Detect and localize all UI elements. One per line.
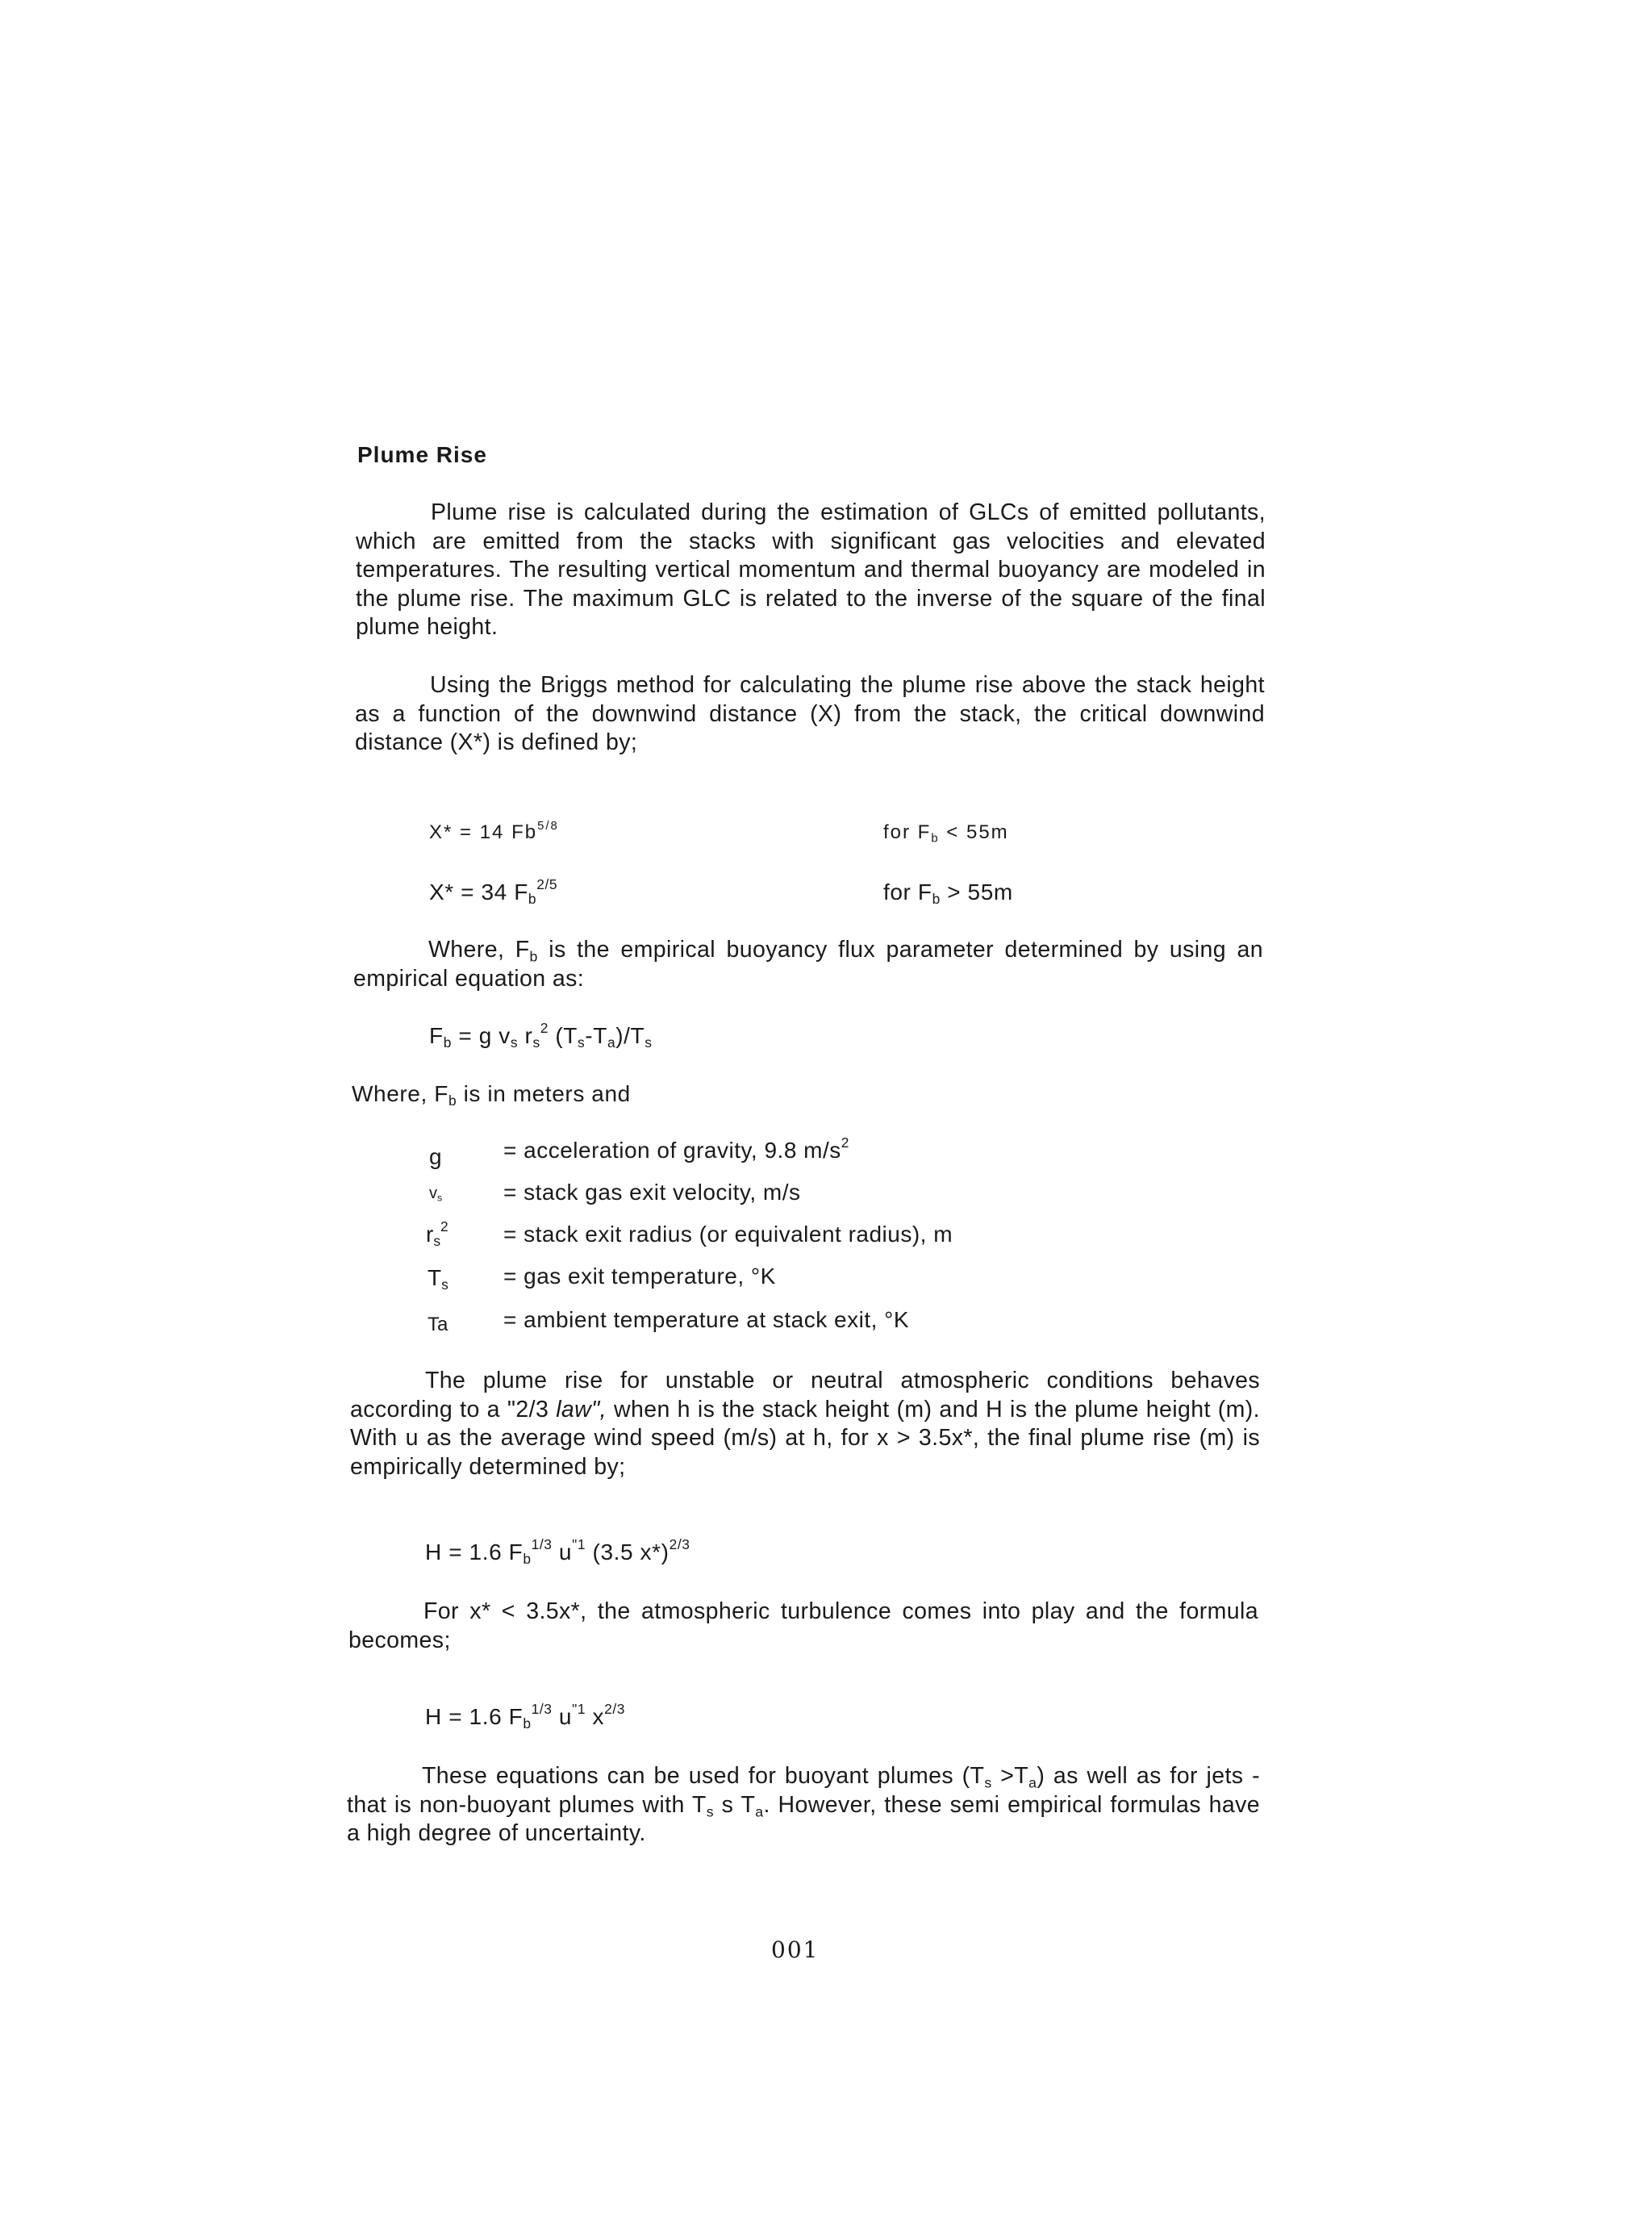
- page-number: 001: [771, 1936, 820, 1963]
- equation-critical-distance-high: X* = 34 $F_b^{2/5}$: [429, 875, 558, 908]
- definition-text-vs: = stack gas exit velocity, m/s: [503, 1180, 801, 1205]
- definition-text-ta: = ambient temperature at stack exit, °K: [503, 1307, 910, 1332]
- section-heading: Plume Rise: [357, 442, 487, 467]
- paragraph-turbulence: For x* < 3.5x*, the atmospheric turbulence comes into play and the formula becomes;: [348, 1598, 1258, 1653]
- definition-symbol-vs: $v_s$: [429, 1184, 443, 1204]
- equation-condition-high: for $F_b > 55m$: [883, 879, 1013, 908]
- definition-text-ts: = gas exit temperature, °K: [503, 1264, 776, 1289]
- definition-symbol-ts: $T_s$: [428, 1265, 448, 1293]
- equation-critical-distance-low: X* = 14 $Fb^{5/8}$: [429, 819, 559, 843]
- equation-buoyancy-flux: $F_b = g$ $v_s$ $r_s^2$ $(T_s-T_a)/T_s$: [429, 1019, 653, 1051]
- equation-final-plume-rise: H = 1.6 $F_b^{1/3}$ $u^{"1}$ (3.5 x*)$^{2/3}$: [425, 1535, 690, 1568]
- paragraph-buoyancy-flux: Where, $F_b$ is the empirical buoyancy flux parameter determined by using an empirical equation as:: [353, 937, 1264, 992]
- where-units-line: Where, $F_b$ is in meters and: [352, 1081, 631, 1109]
- definition-symbol-g: g: [429, 1144, 442, 1169]
- definition-symbol-rs: $r_s^2$: [426, 1218, 448, 1250]
- paragraph-two-thirds-law: The plume rise for unstable or neutral atmospheric conditions behaves according to a "2/3 law", when h is the stack height (m) and H is the plume height (m). With u as the average wind speed (m/s) at h, for x > 3.5x*, the final plume rise (m) is empirically determined by;: [350, 1368, 1260, 1480]
- definition-text-g: = acceleration of gravity, 9.8 $m/s^2$: [503, 1134, 849, 1163]
- equation-turbulent-plume-rise: H = 1.6 $F_b^{1/3}$ $u^{"1}$ $x^{2/3}$: [425, 1700, 626, 1732]
- definition-symbol-ta: Ta: [428, 1314, 448, 1335]
- paragraph-uncertainty: These equations can be used for buoyant plumes $(T_s >T_a)$ as well as for jets - that is non-buoyant plumes with $T_s$ s $T_a$. However, these semi empirical formulas have a high degree of uncertainty.: [347, 1763, 1260, 1846]
- definition-text-rs: = stack exit radius (or equivalent radius), m: [503, 1222, 953, 1247]
- paragraph-intro: Plume rise is calculated during the estimation of GLCs of emitted pollutants, which are emitted from the stacks with significant gas velocities and elevated temperatures. The resulting vertical momentum and thermal buoyancy are modeled in the plume rise. The maximum GLC is related to the inverse of the square of the final plume height.: [356, 499, 1266, 640]
- equation-condition-low: for $F_b < 55m$: [883, 821, 1009, 846]
- paragraph-briggs-method: Using the Briggs method for calculating the plume rise above the stack height as a function of the downwind distance (X) from the stack, the critical downwind distance (X*) is defined by;: [355, 672, 1265, 755]
